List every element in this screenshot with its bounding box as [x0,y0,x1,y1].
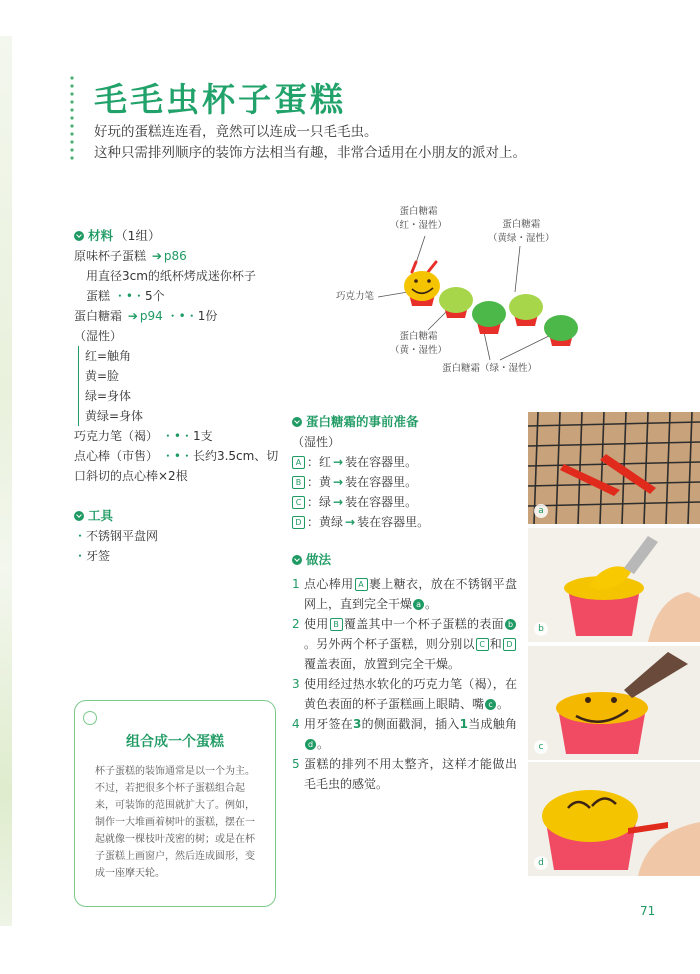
method-heading: 做法 [292,550,517,570]
check-circle-icon [74,511,84,521]
tip-box-body: 杯子蛋糕的装饰通常是以一个为主。不过，若把很多个杯子蛋糕组合起来，可装饰的范围就扩大了。例如，制作一大堆画着树叶的蛋糕，摆在一起就像一棵枝叶茂密的树；或是在杯子蛋糕上画窗户，然后连成圆形，变成一座摩天轮。 [95,766,255,879]
circle-icon [83,711,97,725]
intro-line: 这种只需排列顺序的装饰方法相当有趣，非常合适用在小朋友的派对上。 [94,145,526,161]
diagram-label-yellowgreen: 蛋白糖霜 （黄绿・湿性） [488,219,555,244]
photo-cupcake-antenna [528,762,700,876]
caterpillar-diagram [330,200,590,385]
arrow-right-icon: ➔ [127,309,138,323]
photo-label: a [534,504,548,518]
method-step: 5 蛋糕的排列不用太整齐，这样才能做出毛毛虫的感觉。 [292,757,517,791]
material-desc: 用直径3cm的纸杯烤成迷你杯子 [86,269,256,283]
photo-label: d [534,856,548,870]
material-stick: 点心棒（市售） ・•・长约3.5cm、切 [74,449,279,463]
materials-heading: 材料 （1组） [74,226,278,246]
page-ref-link[interactable]: p86 [163,249,187,263]
materials-section [74,226,278,486]
intro-text [94,122,526,164]
method-step: 3 使用经过热水软化的巧克力笔（褐），在黄色表面的杯子蛋糕画上眼睛、嘴 c 。 [292,677,517,711]
check-circle-icon [292,555,302,565]
leader-dots-icon: ・•・ [161,449,193,463]
icing-color-item: 黄=脸 [85,369,120,383]
photo-a [528,412,700,524]
tools-section [74,506,158,566]
method-step: 1 点心棒用 A 裹上糖衣，放在不锈钢平盘网上，直到完全干燥 a 。 [292,577,517,611]
leader-dots-icon: ・•・ [166,309,198,323]
leader-dots-icon: ・•・ [161,429,193,443]
method-step: 4 用牙签在3的侧面戳洞，插入1当成触角d 。 [292,717,517,751]
prep-type: （湿性） [292,435,341,449]
material-desc: 蛋糕 ・•・5个 [86,289,165,303]
prep-item: A ：红 → 装在容器里。 [292,452,429,472]
diagram-label-green: 蛋白糖霜（绿・湿性） [442,363,538,374]
material-desc: 口斜切的点心棒×2根 [74,469,188,483]
icing-colors-list [78,346,278,426]
title-dots-decoration [70,74,74,160]
page-number: 71 [640,904,656,918]
photo-c [528,646,700,760]
prep-item: B ：黄 → 装在容器里。 [292,472,429,492]
check-circle-icon [292,417,302,427]
diagram-label-chocolate-pen: 巧克力笔 [336,291,375,302]
page-title: 毛毛虫杯子蛋糕 [94,80,346,119]
material-pen: 巧克力笔（褐） ・•・1支 [74,429,213,443]
check-circle-icon [74,231,84,241]
material-cake: 原味杯子蛋糕 ➔ p86 [74,249,187,263]
method-step: 2 使用 B 覆盖其中一个杯子蛋糕的表面 b。另外两个杯子蛋糕，则分别以 C 和 D覆盖表面，放置到完全干燥。 [292,614,517,674]
photo-b [528,528,700,642]
prep-section [292,412,429,532]
prep-item: C ：绿 → 装在容器里。 [292,492,429,512]
leader-dots-icon: ・•・ [113,289,145,303]
intro-line: 好玩的蛋糕连连看，竟然可以连成一只毛毛虫。 [94,124,378,140]
tool-item: ・牙签 [74,549,111,563]
prep-heading: 蛋白糖霜的事前准备 [292,412,429,432]
diagram-label-yellow: 蛋白糖霜 （黄・湿性） [390,331,448,356]
photo-cupcake-face [528,646,700,760]
photo-rack-sticks [528,412,700,524]
icing-color-item: 绿=身体 [85,389,132,403]
prep-item: D ：黄绿 → 装在容器里。 [292,512,429,532]
photo-label: b [534,622,548,636]
tool-item: ・不锈钢平盘网 [74,529,159,543]
page-ref-link[interactable]: p94 [139,309,163,323]
material-icing: 蛋白糖霜 ➔ p94 ・•・1份 [74,309,218,323]
photo-label: c [534,740,548,754]
arrow-right-icon: ➔ [151,249,162,263]
method-section [292,550,517,794]
tools-heading: 工具 [74,506,158,526]
tip-box-title: 组合成一个蛋糕 [126,734,224,750]
diagram-label-red: 蛋白糖霜 （红・湿性） [390,206,448,231]
page-edge-decoration [0,36,12,926]
icing-type: （湿性） [74,329,123,343]
photo-cupcake-yellow [528,528,700,642]
photo-d [528,762,700,876]
icing-color-item: 黄绿=身体 [85,409,144,423]
icing-color-item: 红=触角 [85,349,132,363]
tip-box [74,700,276,907]
